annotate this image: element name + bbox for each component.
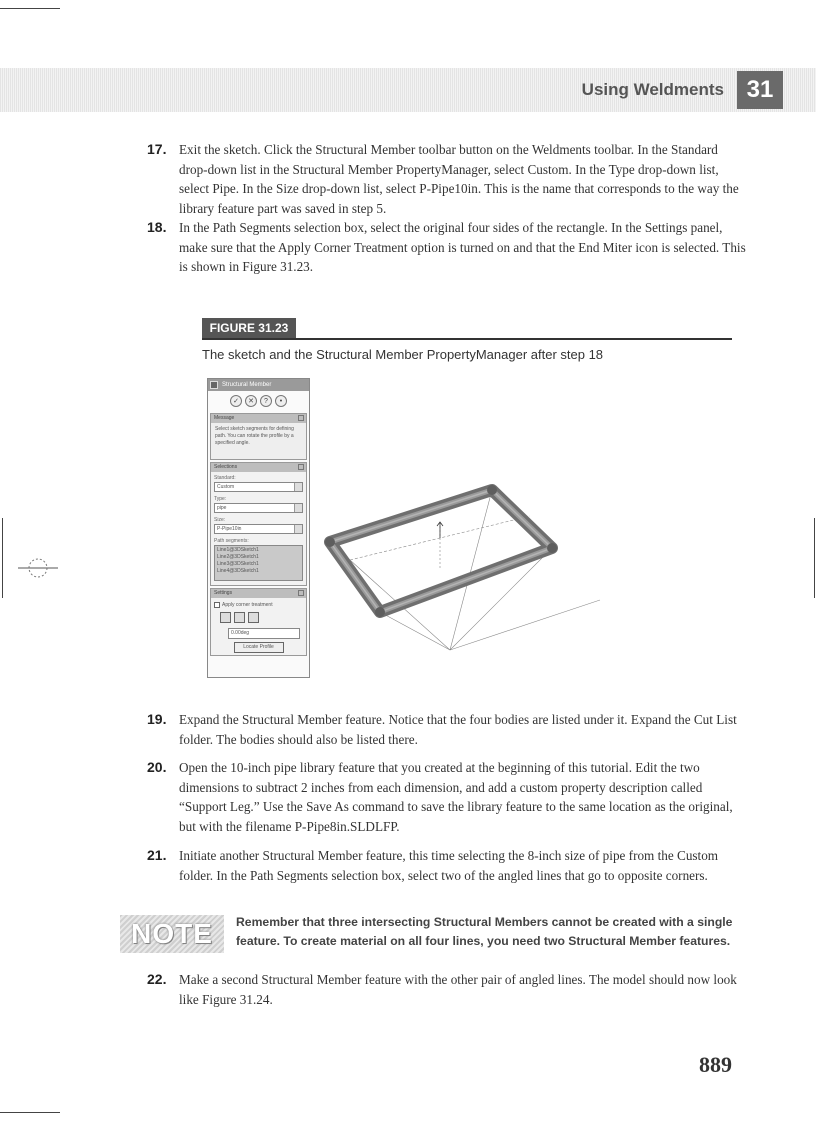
section-header-selections: Selections [214, 464, 238, 470]
type-label: Type: [214, 496, 227, 502]
checkbox-icon [214, 602, 220, 608]
step-text: In the Path Segments selection box, select the original four sides of the rectangle. In the Settings panel, make sure that the Apply Corner Treatment option is turned on and that the End Miter icon is selected. This is shown in Figure 31.23. [179, 220, 746, 274]
collapse-icon[interactable] [298, 415, 304, 421]
type-dropdown[interactable]: pipe [214, 503, 303, 513]
ok-icon[interactable]: ✓ [230, 395, 242, 407]
step-20 [147, 758, 747, 836]
step-21 [147, 846, 747, 885]
path-segments-label: Path segments: [214, 538, 249, 544]
step-text: Open the 10-inch pipe library feature that you created at the beginning of this tutorial. Edit the two dimensions to subtract 2 inches from each dimension, and add a custom property description called “Support Leg.” Use the Save As command to save the library feature to the same location as the original, but with the filename P-Pipe8in.SLDLFP. [179, 760, 733, 834]
structural-member-propertymanager [207, 378, 310, 678]
step-number: 22. [147, 971, 167, 987]
step-number: 17. [147, 141, 167, 157]
step-text: Exit the sketch. Click the Structural Member toolbar button on the Weldments toolbar. In the Standard drop-down list in the Structural Member PropertyManager, select Custom. In the Type drop-down list, select Pipe. In the Size drop-down list, select P-Pipe10in. This is the name that corresponds to the way the library feature part was saved in step 5. [179, 142, 739, 216]
rotation-angle-input[interactable]: 0.00deg [228, 628, 300, 639]
step-number: 19. [147, 711, 167, 727]
help-icon[interactable]: ? [260, 395, 272, 407]
crop-mark-bottom [0, 1112, 60, 1113]
running-header-title: Using Weldments [581, 80, 724, 99]
weldment-model-graphic [310, 440, 610, 670]
figure-label: FIGURE 31.23 [202, 318, 296, 338]
end-butt1-icon[interactable] [234, 612, 245, 623]
cancel-icon[interactable]: ✕ [245, 395, 257, 407]
step-number: 21. [147, 847, 167, 863]
note-text: Remember that three intersecting Structural Members cannot be created with a single feature. To create material on all four lines, you need two Structural Member features. [236, 915, 733, 948]
chevron-down-icon [294, 483, 302, 491]
path-segments-list[interactable] [214, 545, 303, 581]
section-header-message: Message [214, 415, 235, 421]
collapse-icon[interactable] [298, 464, 304, 470]
figure-caption: The sketch and the Structural Member PropertyManager after step 18 [202, 347, 604, 362]
note-badge: NOTE [120, 915, 224, 953]
pm-title-bar [208, 379, 309, 391]
step-text: Initiate another Structural Member feature, this time selecting the 8-inch size of pipe from the Custom folder. In the Path Segments selection box, select two of the angled lines that go to opposite corners. [179, 848, 719, 883]
apply-corner-treatment-checkbox[interactable]: Apply corner treatment [214, 600, 303, 610]
pm-title: Structural Member [222, 382, 272, 388]
chapter-number-tab: 31 [737, 71, 783, 109]
figure-rule [202, 338, 732, 340]
end-miter-icon[interactable] [220, 612, 231, 623]
list-item[interactable]: Line2@3DSketch1 [217, 554, 259, 560]
sketch-lines [330, 490, 600, 650]
locate-profile-button[interactable]: Locate Profile [234, 642, 284, 653]
step-18 [147, 218, 747, 277]
structural-member-icon [210, 381, 218, 389]
step-number: 18. [147, 219, 167, 235]
pipe-frame [330, 490, 552, 612]
pm-selections-section [210, 462, 307, 586]
step-19 [147, 710, 747, 749]
end-butt2-icon[interactable] [248, 612, 259, 623]
step-text: Expand the Structural Member feature. Notice that the four bodies are listed under it. Expand the Cut List folder. The bodies should also be listed there. [179, 712, 737, 747]
pm-message-text: Select sketch segments for defining path. You can rotate the profile by a specified angle. [211, 423, 306, 459]
step-text: Make a second Structural Member feature with the other pair of angled lines. The model should now look like Figure 31.24. [179, 972, 737, 1007]
page-number: 889 [699, 1052, 732, 1077]
standard-label: Standard: [214, 475, 236, 481]
standard-dropdown[interactable]: Custom [214, 482, 303, 492]
margin-line-left [2, 518, 3, 598]
margin-line-right [814, 518, 815, 598]
chevron-down-icon [294, 525, 302, 533]
step-number: 20. [147, 759, 167, 775]
chevron-down-icon [294, 504, 302, 512]
section-header-settings: Settings [214, 590, 233, 596]
collapse-icon[interactable] [298, 590, 304, 596]
pm-settings-section [210, 588, 307, 656]
pm-action-buttons [208, 391, 309, 411]
list-item[interactable]: Line4@3DSketch1 [217, 568, 259, 574]
size-dropdown[interactable]: P-Pipe10in [214, 524, 303, 534]
list-item[interactable]: Line1@3DSketch1 [217, 547, 259, 553]
corner-treatment-options [214, 610, 303, 625]
list-item[interactable]: Line3@3DSketch1 [217, 561, 259, 567]
pm-message-section [210, 413, 307, 460]
crop-mark-top [0, 8, 60, 9]
size-label: Size: [214, 517, 226, 523]
step-22 [147, 970, 747, 1009]
registration-mark-icon [18, 550, 58, 590]
pushpin-icon[interactable]: • [275, 395, 287, 407]
step-17 [147, 140, 747, 218]
